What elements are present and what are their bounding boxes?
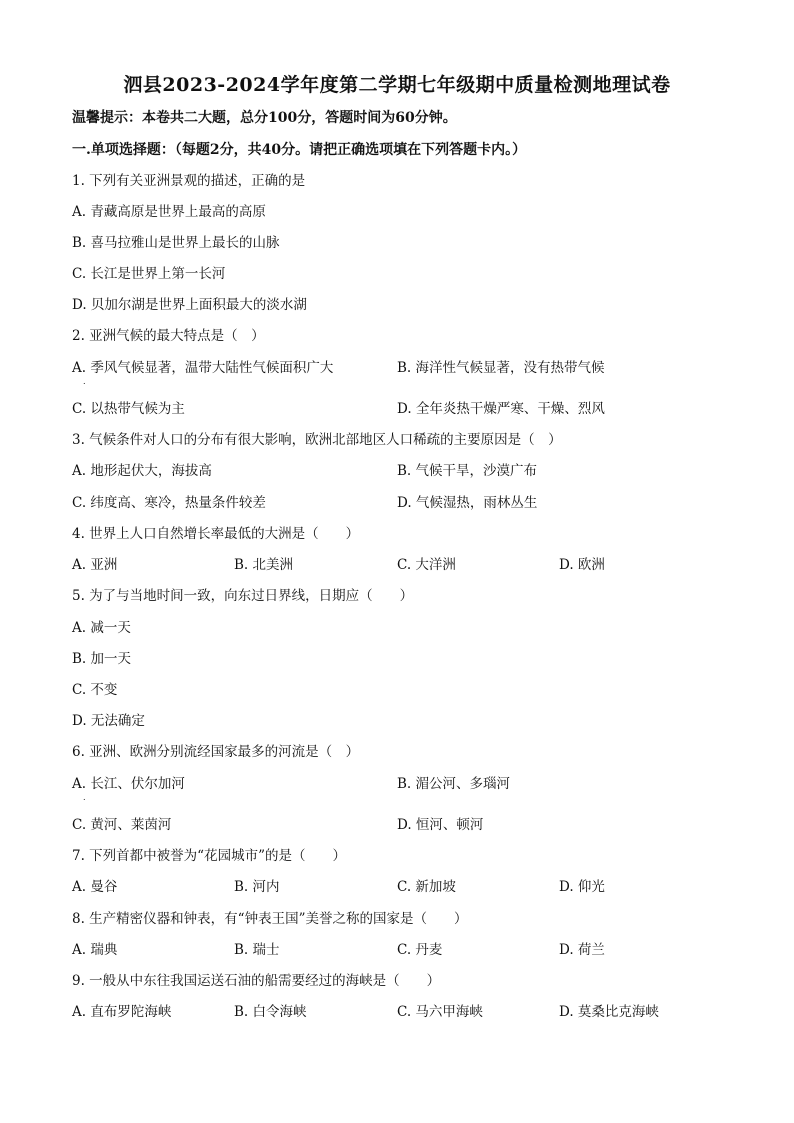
question-1-option-b: B. 喜马拉雅山是世界上最长的山脉 xyxy=(72,235,280,251)
question-2-stem: 2. 亚洲气候的最大特点是（ ） xyxy=(72,328,265,344)
stray-dot: . xyxy=(83,793,86,802)
question-2-option-b: B. 海洋性气候显著，没有热带气候 xyxy=(397,360,605,376)
question-1-option-a: A. 青藏高原是世界上最高的高原 xyxy=(72,204,266,220)
question-3-option-a: A. 地形起伏大，海拔高 xyxy=(72,463,212,479)
question-4-option-d: D. 欧洲 xyxy=(559,557,605,573)
question-9-option-c: C. 马六甲海峡 xyxy=(397,1004,483,1020)
question-5-stem: 5. 为了与当地时间一致，向东过日界线，日期应（ ） xyxy=(72,588,414,604)
question-8-option-a: A. 瑞典 xyxy=(72,942,118,958)
question-4-option-c: C. 大洋洲 xyxy=(397,557,456,573)
question-8-option-d: D. 荷兰 xyxy=(559,942,605,958)
question-3-option-c: C. 纬度高、寒冷，热量条件较差 xyxy=(72,495,266,511)
question-4-option-b: B. 北美洲 xyxy=(234,557,294,573)
question-8-stem: 8. 生产精密仪器和钟表，有“钟表王国”美誉之称的国家是（ ） xyxy=(72,911,468,927)
question-6-option-a: A. 长江、伏尔加河 xyxy=(72,776,185,792)
question-8-option-b: B. 瑞士 xyxy=(234,942,280,958)
question-6-option-b: B. 湄公河、多瑙河 xyxy=(397,776,511,792)
question-1-option-d: D. 贝加尔湖是世界上面积最大的淡水湖 xyxy=(72,297,307,313)
page-title: 泗县2023-2024学年度第二学期七年级期中质量检测地理试卷 xyxy=(123,74,671,96)
question-6-stem: 6. 亚洲、欧洲分别流经国家最多的河流是（ ） xyxy=(72,744,360,760)
question-5-option-d: D. 无法确定 xyxy=(72,713,145,729)
question-2-option-a: A. 季风气候显著，温带大陆性气候面积广大 xyxy=(72,360,334,376)
question-9-option-b: B. 白令海峡 xyxy=(234,1004,307,1020)
question-4-option-a: A. 亚洲 xyxy=(72,557,118,573)
question-4-stem: 4. 世界上人口自然增长率最低的大洲是（ ） xyxy=(72,526,360,542)
question-2-option-c: C. 以热带气候为主 xyxy=(72,401,185,417)
question-9-stem: 9. 一般从中东往我国运送石油的船需要经过的海峡是（ ） xyxy=(72,973,441,989)
question-9-option-d: D. 莫桑比克海峡 xyxy=(559,1004,659,1020)
question-3-option-d: D. 气候湿热，雨林丛生 xyxy=(397,495,538,511)
question-5-option-b: B. 加一天 xyxy=(72,651,132,667)
question-1-stem: 1. 下列有关亚洲景观的描述，正确的是 xyxy=(72,173,306,189)
question-7-option-a: A. 曼谷 xyxy=(72,879,118,895)
question-7-option-c: C. 新加坡 xyxy=(397,879,456,895)
reminder: 温馨提示：本卷共二大题，总分100分，答题时间为60分钟。 xyxy=(72,110,457,126)
stray-dot: . xyxy=(83,377,86,386)
question-9-option-a: A. 直布罗陀海峡 xyxy=(72,1004,172,1020)
question-3-stem: 3. 气候条件对人口的分布有很大影响，欧洲北部地区人口稀疏的主要原因是（ ） xyxy=(72,432,562,448)
question-5-option-a: A. 减一天 xyxy=(72,620,131,636)
question-1-option-c: C. 长江是世界上第一长河 xyxy=(72,266,226,282)
question-6-option-c: C. 黄河、莱茵河 xyxy=(72,817,172,833)
question-6-option-d: D. 恒河、顿河 xyxy=(397,817,484,833)
section-heading: 一.单项选择题：（每题2分，共40分。请把正确选项填在下列答题卡内。） xyxy=(72,142,527,158)
question-2-option-d: D. 全年炎热干燥严寒、干燥、烈风 xyxy=(397,401,605,417)
question-3-option-b: B. 气候干旱，沙漠广布 xyxy=(397,463,538,479)
question-7-option-b: B. 河内 xyxy=(234,879,280,895)
question-8-option-c: C. 丹麦 xyxy=(397,942,443,958)
question-7-stem: 7. 下列首都中被誉为“花园城市”的是（ ） xyxy=(72,848,346,864)
question-7-option-d: D. 仰光 xyxy=(559,879,605,895)
question-5-option-c: C. 不变 xyxy=(72,682,118,698)
